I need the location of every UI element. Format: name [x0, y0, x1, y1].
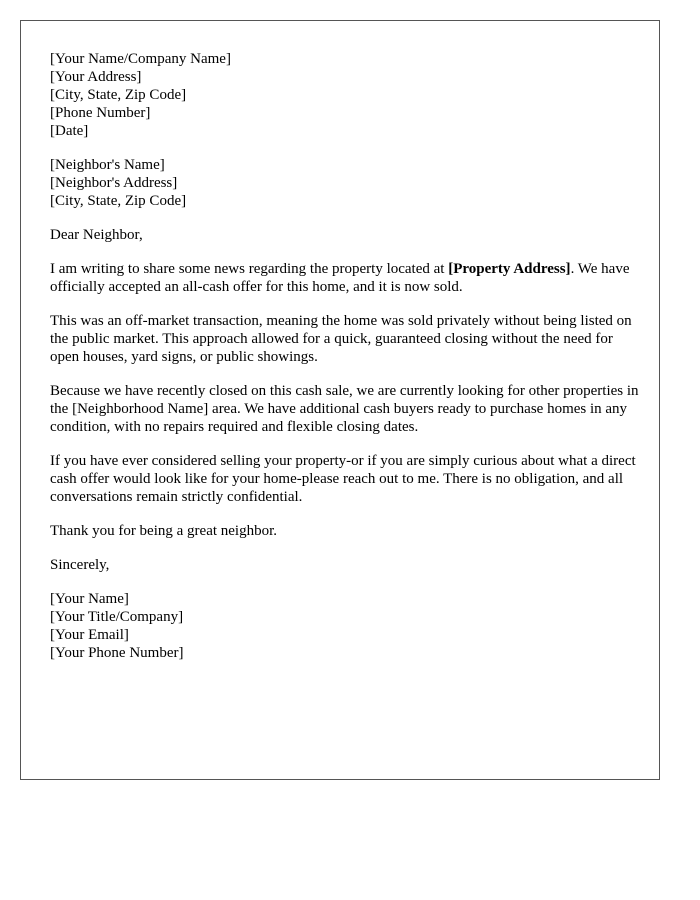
sender-name: [Your Name/Company Name]: [50, 51, 231, 67]
paragraph-property-sold: [50, 260, 640, 296]
paragraph1-text-before: I am writing to share some news regarding the property located at: [50, 261, 449, 277]
recipient-name: [Neighbor's Name]: [50, 157, 165, 173]
letter-page: [20, 20, 660, 780]
recipient-address: [Neighbor's Address]: [50, 175, 178, 191]
property-address-placeholder: [Property Address]: [448, 261, 571, 277]
signature-title-company: [Your Title/Company]: [50, 609, 184, 625]
paragraph-looking-for-properties: Because we have recently closed on this cash sale, we are currently looking for other properties in the [Neighborhood Name] area. We have additional cash buyers ready to purchase homes in any condition, with no repairs required and flexible closing dates.: [50, 383, 639, 435]
letter-date: [Date]: [50, 123, 89, 139]
signature-phone: [Your Phone Number]: [50, 645, 184, 661]
paragraph-thank-you: Thank you for being a great neighbor.: [50, 523, 278, 539]
sender-address: [Your Address]: [50, 69, 142, 85]
paragraph-call-to-action: If you have ever considered selling your property-or if you are simply curious about what a direct cash offer would look like for your home-please reach out to me. There is no obligation, and all conversations remain strictly confidential.: [50, 453, 636, 505]
letter-body: [50, 50, 640, 678]
paragraph1-text-after: . We have officially accepted an all-cash offer for this home, and it is now sold.: [50, 261, 630, 295]
sender-phone: [Phone Number]: [50, 105, 151, 121]
signature-name: [Your Name]: [50, 591, 129, 607]
signature-block: [50, 590, 640, 662]
recipient-block: [50, 156, 640, 210]
sender-block: [50, 50, 640, 140]
paragraph-off-market: This was an off-market transaction, meaning the home was sold privately without being listed on the public market. This approach allowed for a quick, guaranteed closing without the need for open houses, yard signs, or public showings.: [50, 313, 632, 365]
sender-city-state-zip: [City, State, Zip Code]: [50, 87, 187, 103]
salutation: Dear Neighbor,: [50, 227, 143, 243]
closing: Sincerely,: [50, 557, 110, 573]
recipient-city-state-zip: [City, State, Zip Code]: [50, 193, 187, 209]
signature-email: [Your Email]: [50, 627, 129, 643]
